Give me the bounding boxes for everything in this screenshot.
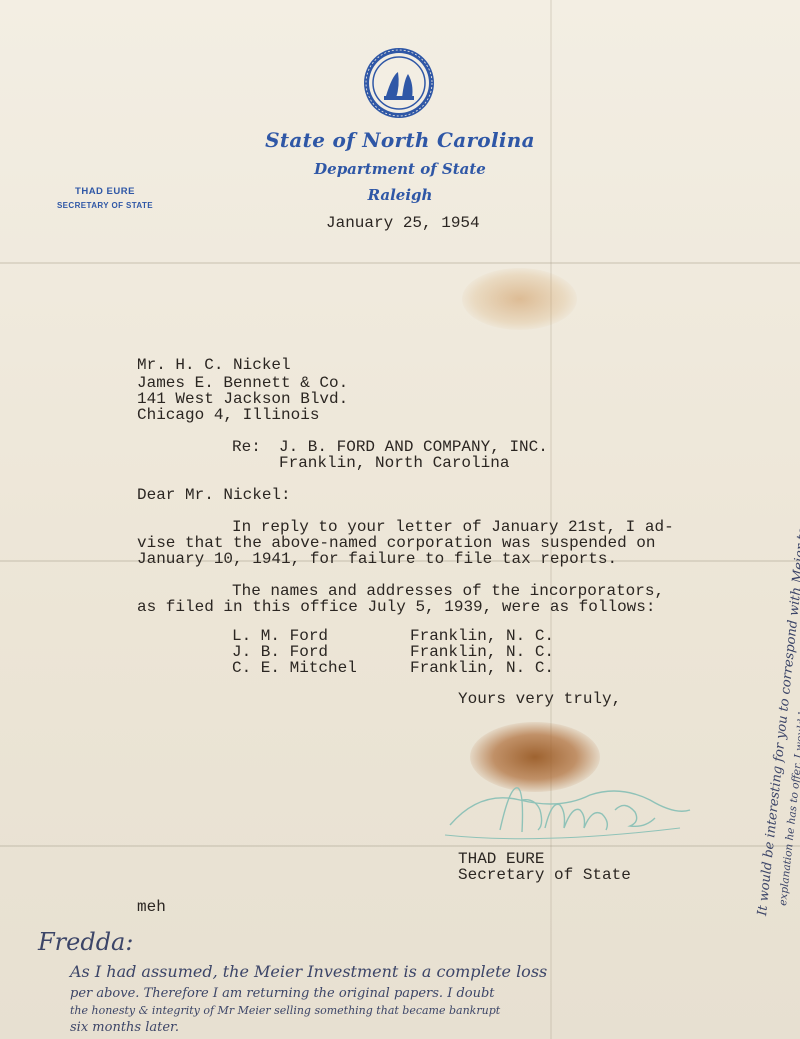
incorporator-city: Franklin, N. C. — [410, 627, 555, 645]
side-title: SECRETARY OF STATE — [56, 201, 154, 210]
signer-title: Secretary of State — [458, 866, 631, 884]
stain — [462, 268, 577, 330]
address-line: Chicago 4, Illinois — [137, 406, 320, 424]
fold-line — [0, 262, 800, 264]
closing: Yours very truly, — [458, 690, 622, 708]
handwritten-note: per above. Therefore I am returning the original papers. I doubt — [70, 986, 495, 1001]
address-line: 141 West Jackson Blvd. — [137, 390, 349, 408]
signer-name: THAD EURE — [458, 850, 545, 868]
letterhead-side-block — [40, 186, 170, 210]
paragraph-line: January 10, 1941, for failure to file tax reports. — [137, 550, 618, 568]
re-line: Franklin, North Carolina — [279, 454, 510, 472]
handwritten-note: the honesty & integrity of Mr Meier selling something that became bankrupt — [70, 1004, 501, 1017]
letterhead-department: Department of State — [314, 160, 486, 178]
handwritten-note: six months later. — [70, 1020, 179, 1035]
side-name: THAD EURE — [75, 186, 135, 197]
address-line: Mr. H. C. Nickel — [137, 356, 291, 374]
letter-date: January 25, 1954 — [326, 214, 480, 232]
typist-initials: meh — [137, 898, 166, 916]
incorporator-name: J. B. Ford — [232, 643, 329, 661]
letterhead-city: Raleigh — [367, 186, 433, 204]
handwritten-note: As I had assumed, the Meier Investment is a complete loss — [70, 962, 548, 981]
signature — [440, 770, 700, 850]
state-seal-icon — [362, 46, 436, 120]
handwritten-note: Fredda: — [38, 928, 134, 956]
re-line: J. B. FORD AND COMPANY, INC. — [279, 438, 548, 456]
paragraph-line: The names and addresses of the incorporators, — [232, 582, 665, 600]
paragraph-line: as filed in this office July 5, 1939, were as follows: — [137, 598, 656, 616]
paragraph-line: In reply to your letter of January 21st, I ad- — [232, 518, 674, 536]
incorporator-name: L. M. Ford — [232, 627, 329, 645]
incorporator-city: Franklin, N. C. — [410, 643, 555, 661]
paragraph-line: vise that the above-named corporation was suspended on — [137, 534, 656, 552]
letterhead-title: State of North Carolina — [265, 128, 535, 152]
incorporator-city: Franklin, N. C. — [410, 659, 555, 677]
incorporator-name: C. E. Mitchel — [232, 659, 357, 677]
salutation: Dear Mr. Nickel: — [137, 486, 291, 504]
re-label: Re: — [232, 438, 261, 456]
address-line: James E. Bennett & Co. — [137, 374, 349, 392]
